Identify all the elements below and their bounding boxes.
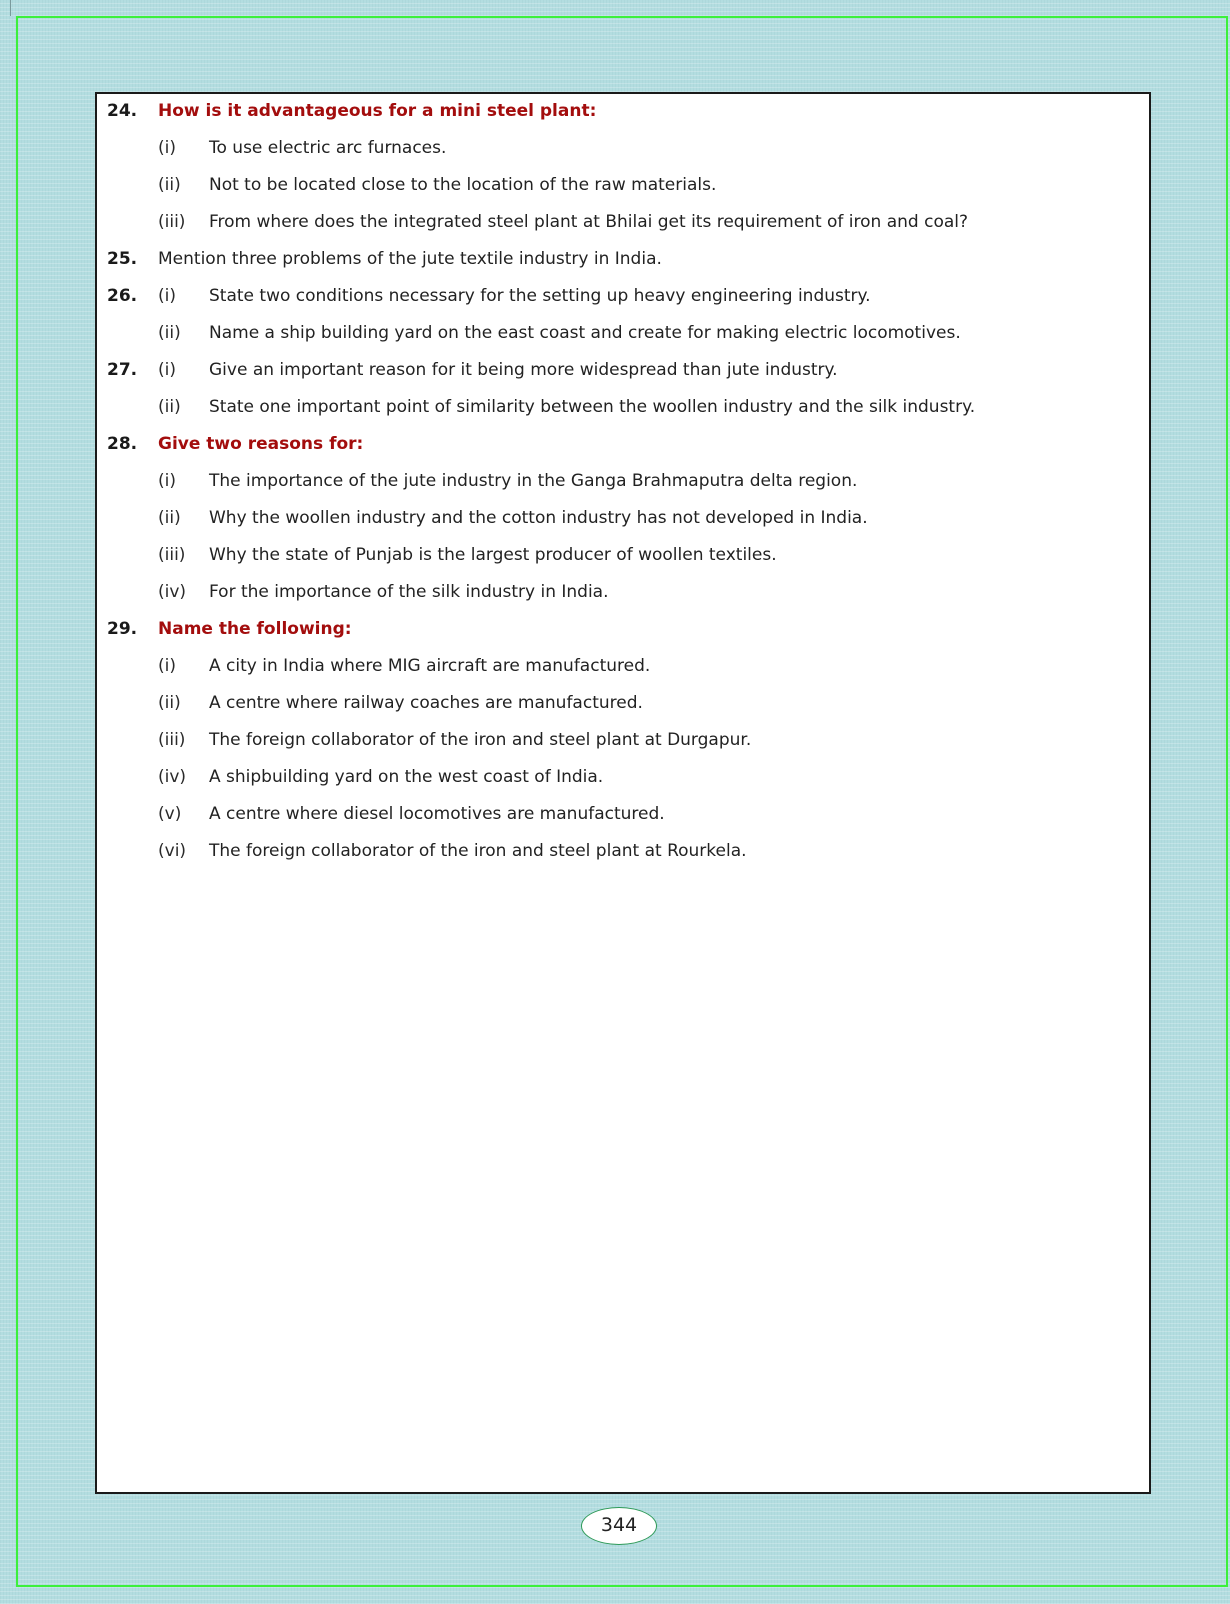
question-text: The importance of the jute industry in the Ganga Brahmaputra delta region. — [209, 471, 858, 491]
question-text: The foreign collaborator of the iron and steel plant at Rourkela. — [209, 841, 747, 861]
roman-label: (i) — [158, 360, 176, 380]
roman-label: (ii) — [158, 693, 181, 713]
question-text: A centre where railway coaches are manufactured. — [209, 693, 643, 713]
question-text: Why the state of Punjab is the largest producer of woollen textiles. — [209, 545, 777, 565]
roman-label: (iii) — [158, 212, 186, 232]
page-number: 344 — [581, 1507, 657, 1545]
roman-label: (iii) — [158, 730, 186, 750]
question-heading: Give two reasons for: — [158, 434, 364, 454]
question-text: A city in India where MIG aircraft are manufactured. — [209, 656, 651, 676]
question-text: Name a ship building yard on the east coast and create for making electric locomotives. — [209, 323, 961, 343]
roman-label: (i) — [158, 656, 176, 676]
roman-label: (iv) — [158, 767, 187, 787]
question-number: 26. — [107, 286, 138, 306]
roman-label: (ii) — [158, 323, 181, 343]
question-text: Give an important reason for it being more widespread than jute industry. — [209, 360, 838, 380]
roman-label: (i) — [158, 286, 176, 306]
question-number: 28. — [107, 434, 138, 454]
roman-label: (v) — [158, 804, 182, 824]
roman-label: (i) — [158, 471, 176, 491]
roman-label: (ii) — [158, 508, 181, 528]
question-heading: Name the following: — [158, 619, 352, 639]
question-heading: How is it advantageous for a mini steel plant: — [158, 101, 597, 121]
question-number: 27. — [107, 360, 138, 380]
question-text: To use electric arc furnaces. — [209, 138, 447, 158]
question-text: Not to be located close to the location of the raw materials. — [209, 175, 717, 195]
question-text: Mention three problems of the jute textile industry in India. — [158, 249, 662, 269]
question-number: 24. — [107, 101, 138, 121]
worksheet-page — [95, 92, 1151, 1494]
roman-label: (vi) — [158, 841, 187, 861]
question-text: For the importance of the silk industry in India. — [209, 582, 609, 602]
crop-mark — [10, 0, 11, 16]
roman-label: (i) — [158, 138, 176, 158]
question-text: The foreign collaborator of the iron and steel plant at Durgapur. — [209, 730, 752, 750]
question-text: Why the woollen industry and the cotton industry has not developed in India. — [209, 508, 868, 528]
question-text: State two conditions necessary for the setting up heavy engineering industry. — [209, 286, 871, 306]
question-text: A shipbuilding yard on the west coast of India. — [209, 767, 604, 787]
question-text: A centre where diesel locomotives are manufactured. — [209, 804, 665, 824]
question-number: 25. — [107, 249, 138, 269]
question-text: From where does the integrated steel plant at Bhilai get its requirement of iron and coal? — [209, 212, 969, 232]
question-text: State one important point of similarity between the woollen industry and the silk industry. — [209, 397, 976, 417]
roman-label: (ii) — [158, 175, 181, 195]
roman-label: (iv) — [158, 582, 187, 602]
roman-label: (iii) — [158, 545, 186, 565]
roman-label: (ii) — [158, 397, 181, 417]
question-number: 29. — [107, 619, 138, 639]
